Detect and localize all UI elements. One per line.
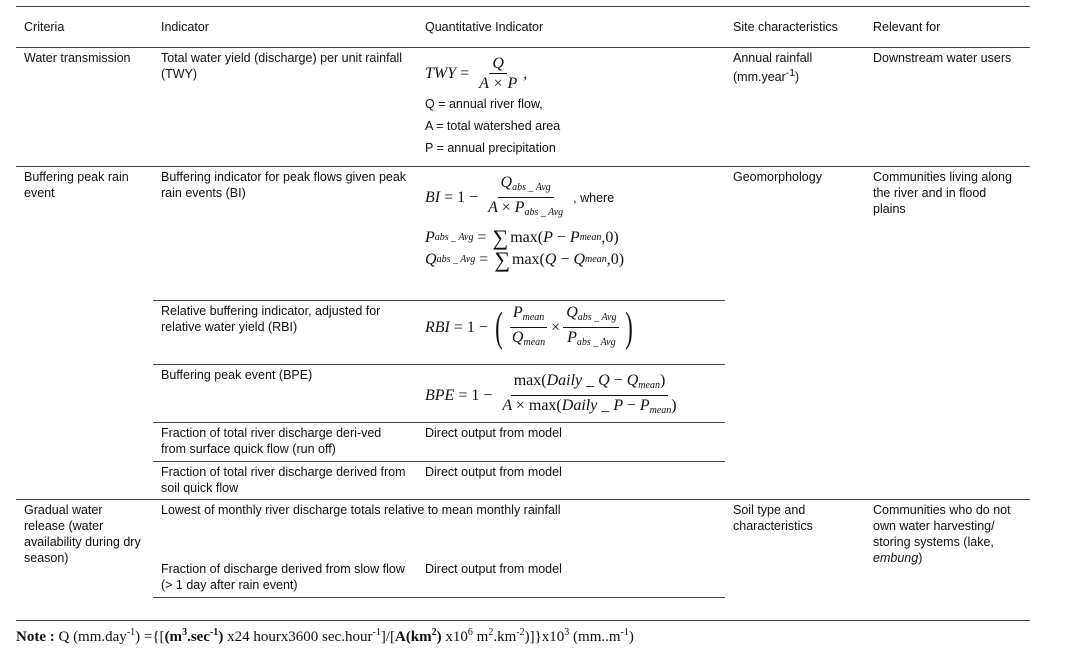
- site-annual-rainfall: Annual rainfall (mm.year$^{-1}$): [725, 48, 865, 167]
- table-row: [16, 48, 1030, 167]
- header-site: Site characteristics: [725, 7, 865, 48]
- indicator-bpe: Buffering peak event (BPE): [153, 365, 417, 423]
- relevant-downstream: Downstream water users: [865, 48, 1030, 167]
- header-criteria: Criteria: [16, 7, 153, 48]
- indicator-slow-flow: Fraction of discharge derived from slow flow (> 1 day after rain event): [153, 559, 417, 598]
- table-row: [16, 500, 1030, 559]
- note-text: Q $(mm.day^{-1}) =\{[(m^3.\sec^{-1})$ x24 hourx3600 $\sec.hour^{-1}]/[A(km^2)$ $x10^6$ $m^2.km^{-2})]\}x10^3$ $(mm..m^{-1})$: [58, 627, 634, 645]
- quant-slow-flow: Direct output from model: [417, 559, 725, 598]
- formula-rbi: RBI = 1 − ( $\frac{P_{mean}}{Q_{mean}}$ × $\frac{Q_{abs \_ Avg}}{P_{abs \_ Avg}}$ ): [417, 301, 725, 365]
- quant-surface-quick-flow: Direct output from model: [417, 423, 725, 462]
- indicator-lowest-monthly: Lowest of monthly river discharge totals relative to mean monthly rainfall: [153, 500, 725, 559]
- indicator-table: [16, 6, 1030, 598]
- relevant-communities-storage: Communities who do not own water harvesting/ storing systems (lake, embung): [865, 500, 1030, 598]
- formula-variables: [425, 93, 717, 159]
- table-container: [16, 6, 1030, 598]
- indicator-soil-quick-flow: Fraction of total river discharge derived from soil quick flow: [153, 462, 417, 500]
- header-relevant: Relevant for: [865, 7, 1030, 48]
- relevant-communities-river: Communities living along the river and in flood plains: [865, 167, 1030, 500]
- variable-q: Q = annual river flow,: [425, 97, 543, 111]
- variable-a: A = total watershed area: [425, 119, 561, 133]
- header-indicator: Indicator: [153, 7, 417, 48]
- note-label: Note :: [16, 629, 55, 645]
- indicator-rbi: Relative buffering indicator, adjusted for relative water yield (RBI): [153, 301, 417, 365]
- formula-bpe: BPE = 1 − $\frac{\max(Daily \_ Q - Q_{mean})}{A \times \max(Daily \_ P - P_{mean})}$: [417, 365, 725, 423]
- indicator-twy: Total water yield (discharge) per unit rainfall (TWY): [153, 48, 417, 167]
- formula-twy: [417, 48, 725, 167]
- site-geomorphology: Geomorphology: [725, 167, 865, 500]
- indicator-bi: Buffering indicator for peak flows given peak rain events (BI): [153, 167, 417, 301]
- variable-p: P = annual precipitation: [425, 141, 556, 155]
- criteria-water-transmission: Water transmission: [16, 48, 153, 167]
- quant-soil-quick-flow: Direct output from model: [417, 462, 725, 500]
- formula-twy-expression: TWY = $\frac{Q}{A \times P}$ ,: [425, 55, 528, 92]
- table-note: [16, 620, 1030, 646]
- site-soil-type: Soil type and characteristics: [725, 500, 865, 598]
- criteria-gradual-release: Gradual water release (water availability during dry season): [16, 500, 153, 598]
- header-row: [16, 7, 1030, 48]
- header-quantitative: Quantitative Indicator: [417, 7, 725, 48]
- criteria-buffering-peak: Buffering peak rain event: [16, 167, 153, 500]
- formula-bi: BI = 1 − $\frac{Q_{abs \_ Avg}}{A \times P_{abs \_ Avg}}$ , where P abs _ Avg = ∑ max( P − P mean ,0) Q abs _ Avg = ∑ max( Q − Q mean ,0): [417, 167, 725, 301]
- table-row: [16, 167, 1030, 301]
- indicator-surface-quick-flow: Fraction of total river discharge deri-ved from surface quick flow (run off): [153, 423, 417, 462]
